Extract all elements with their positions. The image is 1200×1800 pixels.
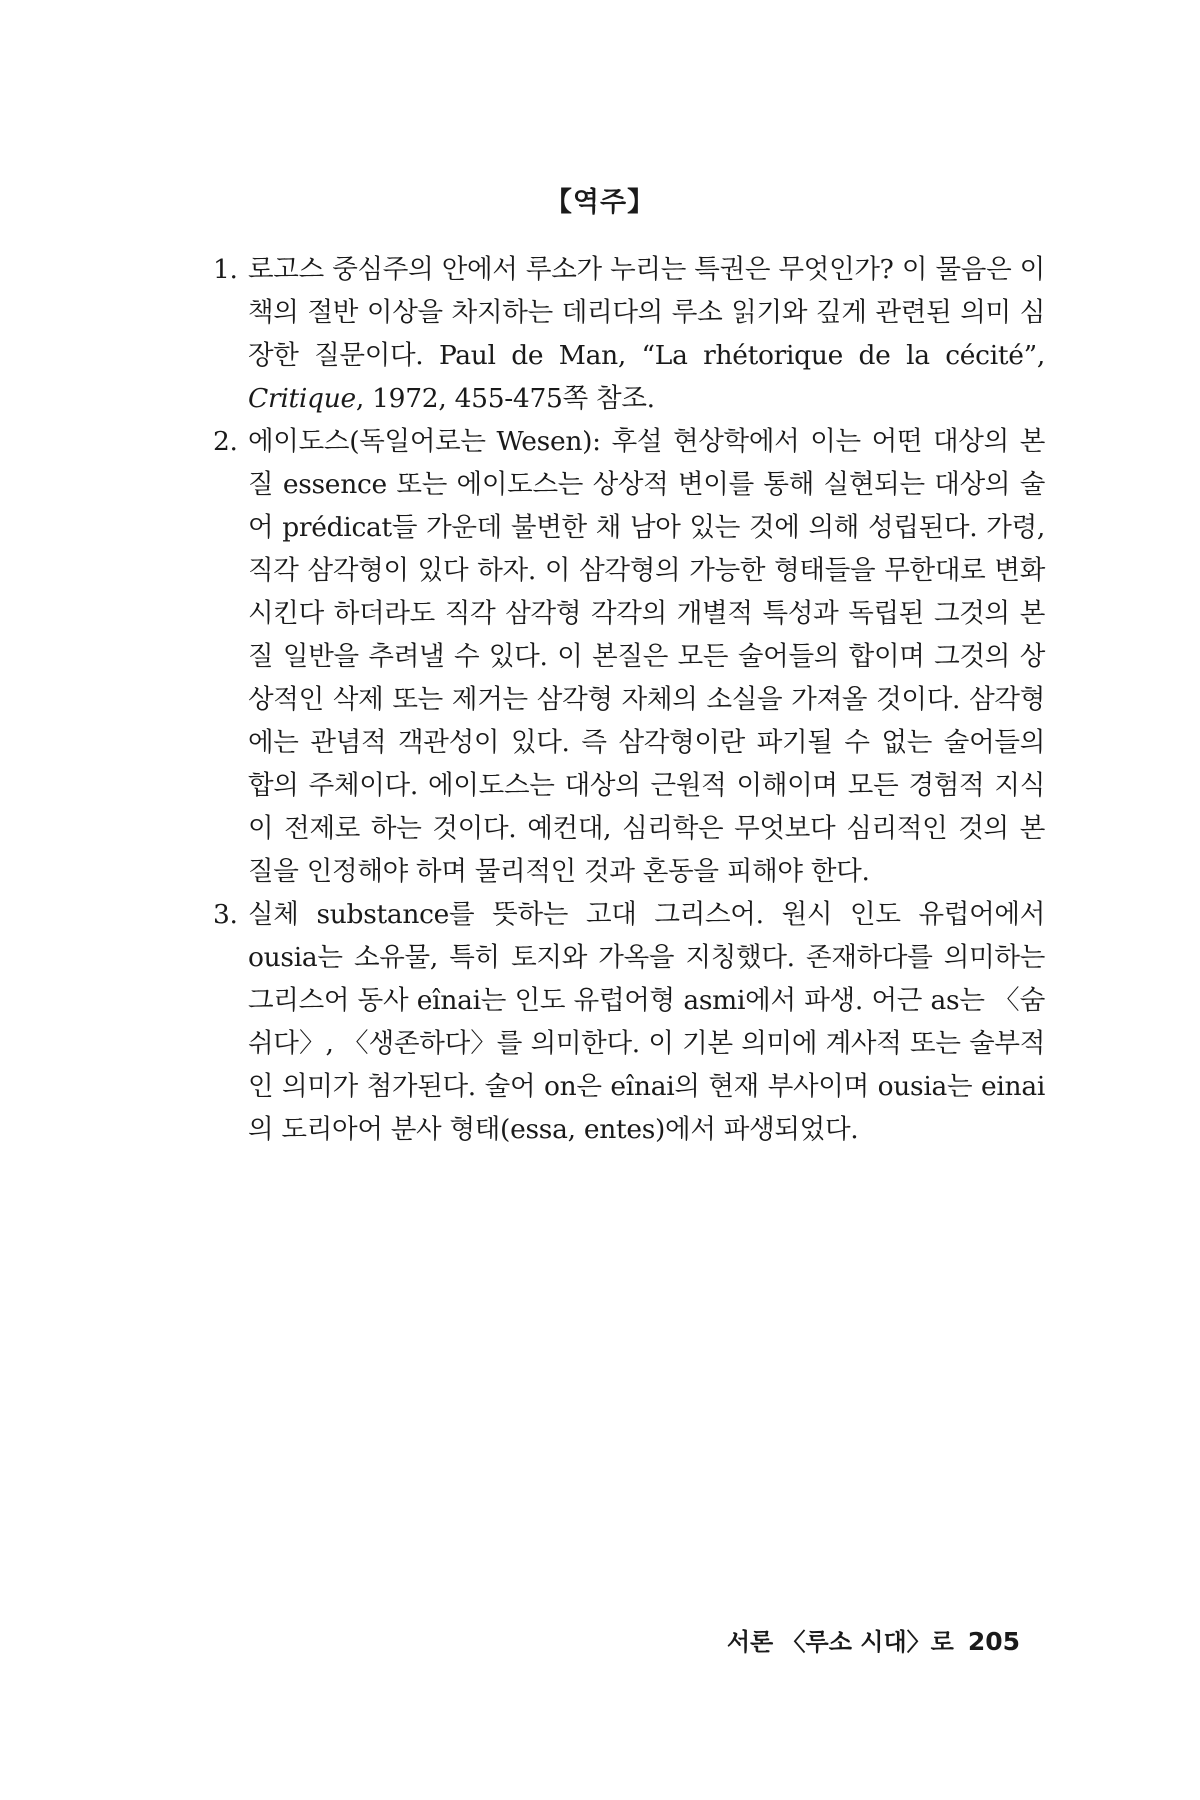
translator-notes bbox=[213, 248, 1045, 1151]
running-head: 서론 〈루소 시대〉로 bbox=[726, 1628, 954, 1656]
note-text: 실체 substance를 뜻하는 고대 그리스어. 원시 인도 유럽어에서 ousia는 소유물, 특히 토지와 가옥을 지칭했다. 존재하다를 의미하는 그리스어 동사 eînai는 인도 유럽어형 asmi에서 파생. 어근 as는 〈숨쉬다〉, 〈생존하다〉를 의미한다. 이 기본 의미에 계사적 또는 술부적인 의미가 첨가된다. 술어 on은 eînai의 현재 부사이며 ousia는 einai의 도리아어 분사 형태(essa, entes)에서 파생되었다. bbox=[248, 899, 1045, 1145]
page-number: 205 bbox=[967, 1627, 1020, 1656]
journal-title: Critique bbox=[248, 383, 356, 414]
note-number: 2. bbox=[213, 426, 238, 457]
note-1 bbox=[213, 248, 1045, 420]
note-2 bbox=[213, 420, 1045, 893]
note-number: 1. bbox=[213, 254, 238, 285]
note-text-part: , 1972, 455-475쪽 참조. bbox=[355, 383, 655, 414]
page-footer bbox=[700, 1622, 1020, 1657]
note-text: 에이도스(독일어로는 Wesen): 후설 현상학에서 이는 어떤 대상의 본질 essence 또는 에이도스는 상상적 변이를 통해 실현되는 대상의 술어 prédicat들 가운데 불변한 채 남아 있는 것에 의해 성립된다. 가령, 직각 삼각형이 있다 하자. 이 삼각형의 가능한 형태들을 무한대로 변화시킨다 하더라도 직각 삼각형 각각의 개별적 특성과 독립된 그것의 본질 일반을 추려낼 수 있다. 이 본질은 모든 술어들의 합이며 그것의 상상적인 삭제 또는 제거는 삼각형 자체의 소실을 가져올 것이다. 삼각형에는 관념적 객관성이 있다. 즉 삼각형이란 파기될 수 없는 술어들의 합의 주체이다. 에이도스는 대상의 근원적 이해이며 모든 경험적 지식이 전제로 하는 것이다. 예컨대, 심리학은 무엇보다 심리적인 것의 본질을 인정해야 하며 물리적인 것과 혼동을 피해야 한다. bbox=[248, 426, 1045, 887]
note-number: 3. bbox=[213, 899, 238, 930]
page-title: 【역주】 bbox=[544, 187, 656, 218]
note-text-part: 로고스 중심주의 안에서 루소가 누리는 특권은 무엇인가? 이 물음은 이 책의 절반 이상을 차지하는 데리다의 루소 읽기와 깊게 관련된 의미 심장한 질문이다. Paul de Man, “La rhétorique de la cécité”, bbox=[248, 254, 1045, 371]
note-3 bbox=[213, 893, 1045, 1151]
note-text bbox=[248, 248, 1045, 420]
